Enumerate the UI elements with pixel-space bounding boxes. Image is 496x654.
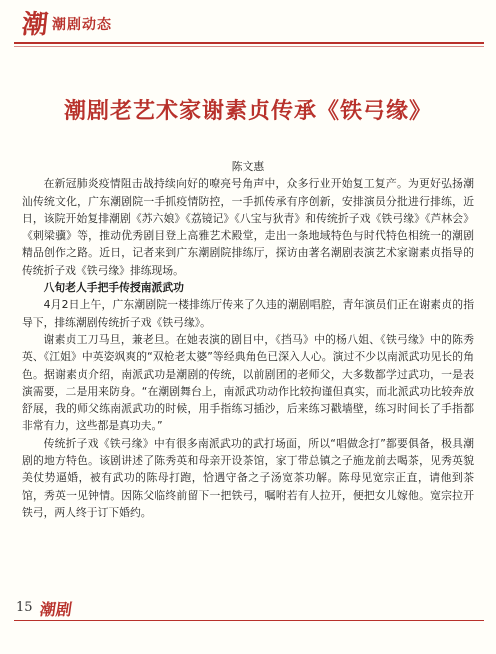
footer-logo: 潮剧	[38, 600, 74, 619]
paragraph: 谢素贞工刀马旦，兼老旦。在她表演的剧目中，《挡马》中的杨八姐、《铁弓缘》中的陈秀英、《江姐》中英姿飒爽的“双枪老太婆”等经典角色已深入人心。演过不少以南派武功见长的角色。据谢素贞介绍，南派武功是潮剧的传统，以前剧团的老师父，大多数都学过武功，一是表演需要，二是用来防身。“在潮剧舞台上，南派武功动作比较拘谨但真实，而北派武功比较奔放舒展，我的师父练南派武功的时候，用手指练习插沙，后来练习戳墙壁，练习时间长了手指都非常有力，这些都是真功夫。”	[22, 332, 474, 433]
article-title: 潮剧老艺术家谢素贞传承《铁弓缘》	[63, 98, 432, 124]
paragraph-intro: 在新冠肺炎疫情阻击战持续向好的嘹亮号角声中，众多行业开始复工复产。为更好弘扬潮汕传统文化，广东潮剧院一手抓疫情防控，一手抓传承有序创新，安排演员分批进行排练，近日，该院开始复排潮剧《苏六娘》《荔镜记》《八宝与狄青》和传统折子戏《铁弓缘》《芦林会》《刺梁骥》等，推动优秀剧目登上高雅艺术殿堂，走出一条地域特色与时代特色相统一的潮剧精品创作之路。近日，记者来到广东潮剧院排练厅，探访由著名潮剧表演艺术家谢素贞指导的传统折子戏《铁弓缘》排练现场。	[22, 177, 474, 277]
subheading: 八旬老人手把手传授南派武功	[43, 281, 184, 295]
logo-glyph: 潮	[20, 10, 50, 40]
article-body	[22, 158, 474, 521]
page-header	[0, 0, 496, 52]
page-number: 15	[16, 600, 33, 615]
paragraph: 4月2日上午，广东潮剧院一楼排练厅传来了久违的潮剧唱腔，青年演员们正在谢素贞的指导下，排练潮剧传统折子戏《铁弓缘》。	[22, 298, 474, 329]
footer-divider	[14, 620, 484, 621]
section-title: 潮剧动态	[52, 17, 112, 33]
section-logo	[20, 8, 50, 42]
author-byline: 陈文惠	[231, 160, 265, 173]
header-divider	[14, 42, 484, 44]
header-divider-thin	[14, 46, 484, 47]
paragraph: 传统折子戏《铁弓缘》中有很多南派武功的武打场面，所以“唱做念打”都要俱备，极具潮剧的地方特色。该剧讲述了陈秀英和母亲开设茶馆，家丁带总镇之子施龙前去喝茶，见秀英貌美仗势逼婚，被有武功的陈母打跑，恰遇守备之子汤宽茶功解。陈母见宽宗正直，请他到茶馆，秀英一见钟情。因陈父临终前留下一把铁弓，嘱咐若有人拉开，便把女儿嫁他。宽宗拉开铁弓，两人终于订下婚约。	[22, 436, 474, 519]
